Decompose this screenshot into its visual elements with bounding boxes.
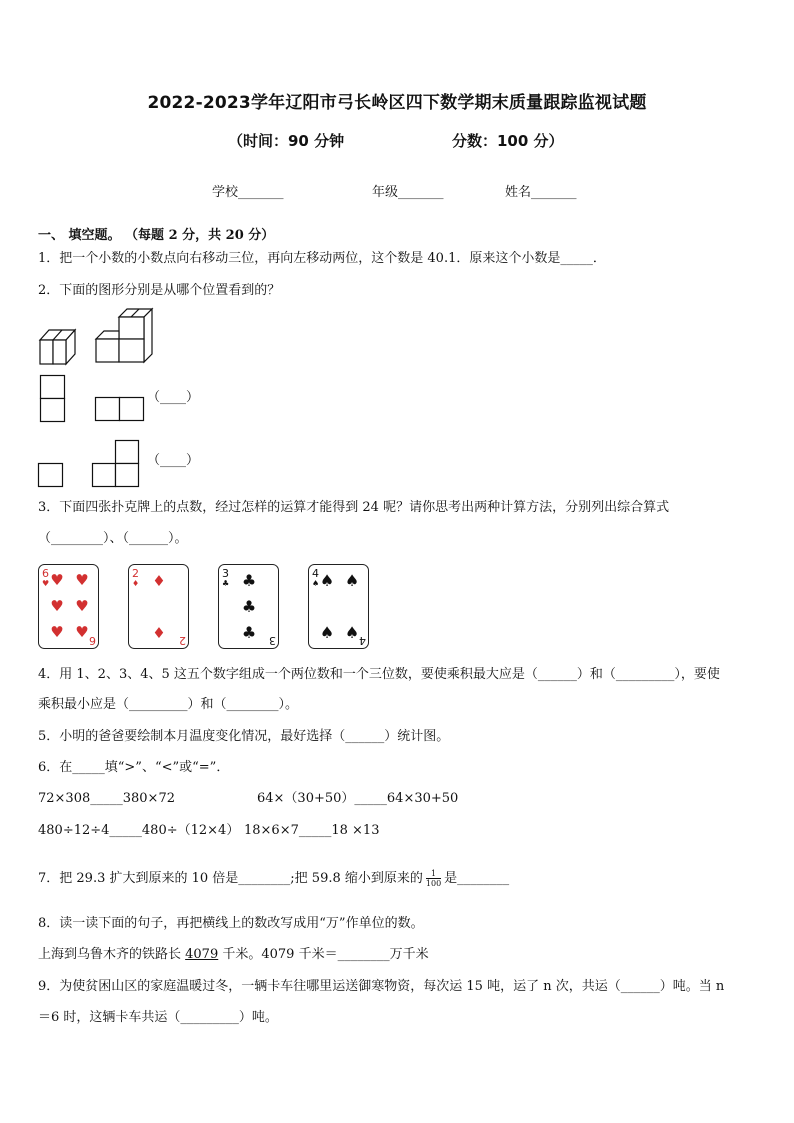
question-8-sentence [38,946,429,964]
card-1-corner-suit: ♥ [42,579,50,588]
question-9: 9．为使贫困山区的家庭温暖过冬，一辆卡车往哪里运送御寒物资，每次运 15 吨，运了 n 次，共运（______）吨。当 n [38,979,725,994]
heart-pip: ♥ [50,571,64,589]
question-9-line-2: ＝6 时，这辆卡车共运（_________）吨。 [38,1010,278,1025]
view-two-squares-row [95,397,145,423]
diamond-pip: ♦ [152,624,166,642]
playing-card-2-diamonds [128,564,190,650]
question-2-blank-2[interactable]: （____） [147,453,200,468]
page-title: 2022-2023学年辽阳市弓长岭区四下数学期末质量跟踪监视试题 [147,93,647,113]
heart-pip: ♥ [75,597,89,615]
question-4-line-2: 乘积最小应是（_________）和（________）。 [38,697,299,712]
question-2: 2．下面的图形分别是从哪个位置看到的？ [38,283,281,298]
question-6: 6．在_____填“>”、“<”或“=”． [38,760,230,775]
fraction-numerator: 1 [426,869,441,879]
club-pip: ♣ [241,571,257,590]
heart-pip: ♥ [75,571,89,589]
view-tall-two-squares [40,375,66,423]
grade-field: 年级_______ [372,185,444,200]
exam-score: 分数：100 分） [452,132,564,150]
card-1-rank: 6 [42,567,49,580]
question-7-part-b: 是________ [444,871,510,886]
fraction-one-hundredth [426,869,441,888]
question-8-text-b: 千米。4079 千米＝________万千米 [218,947,429,962]
card-3-corner-suit: ♣ [222,579,230,588]
playing-card-6-hearts [38,564,100,650]
section-title: 一、 填空题。 （每题 2 分，共 20 分） [38,228,275,243]
view-single-square [38,463,64,488]
heart-pip: ♥ [50,597,64,615]
card-4-rank-bottom: 4 [359,634,366,647]
card-4-rank: 4 [312,567,319,580]
question-6-item-d[interactable]: 18×6×7_____18 ×13 [244,823,380,838]
heart-pip: ♥ [50,623,64,641]
question-3: 3．下面四张扑克牌上的点数，经过怎样的运算才能得到 24 呢？请你思考出两种计算方法，分别列出综合算式 [38,500,670,515]
question-5: 5．小明的爸爸要绘制本月温度变化情况，最好选择（______）统计图。 [38,729,450,744]
playing-card-4-spades [308,564,370,650]
question-6-item-c[interactable]: 480÷12÷4_____480÷（12×4） [38,823,240,838]
question-6-item-b[interactable]: 64×（30+50）_____64×30+50 [257,791,459,806]
underlined-number: 4079 [185,947,219,962]
diamond-pip: ♦ [152,572,166,590]
playing-card-3-clubs [218,564,280,650]
card-2-corner-suit: ♦ [132,579,140,588]
spade-pip: ♠ [344,571,360,590]
question-7-part-a: 7．把 29.3 扩大到原来的 10 倍是________;把 59.8 缩小到原来的 [38,871,423,886]
view-l-shape [92,440,140,488]
spade-pip: ♠ [319,623,335,642]
question-7 [38,869,509,888]
name-field: 姓名_______ [505,185,577,200]
club-pip: ♣ [241,597,257,616]
card-2-rank-bottom: 2 [179,634,186,647]
card-4-corner-suit: ♠ [312,579,320,588]
question-2-blank-1[interactable]: （____） [147,390,200,405]
exam-time: （时间：90 分钟 [228,132,345,150]
spade-pip: ♠ [344,623,360,642]
club-pip: ♣ [241,623,257,642]
card-1-rank-bottom: 6 [89,634,96,647]
card-2-rank: 2 [132,567,139,580]
spade-pip: ♠ [319,571,335,590]
fraction-denominator: 100 [425,879,442,888]
question-6-item-a[interactable]: 72×308_____380×72 [38,791,175,806]
heart-pip: ♥ [75,623,89,641]
question-4: 4．用 1、2、3、4、5 这五个数字组成一个两位数和一个三位数，要使乘积最大应是（______）和（_________），要使 [38,667,720,682]
card-3-rank: 3 [222,567,229,580]
question-1: 1．把一个小数的小数点向右移动三位，再向左移动两位，这个数是 40.1．原来这个小数是_____． [38,251,606,266]
card-3-rank-bottom: 3 [269,634,276,647]
question-8-text-a: 上海到乌鲁木齐的铁路长 [38,947,186,962]
school-field: 学校_______ [212,185,284,200]
question-3-answers[interactable]: （________）、（______）。 [38,531,188,546]
cube-figure-3d-right [96,308,156,366]
question-8: 8．读一读下面的句子，再把横线上的数改写成用“万”作单位的数。 [38,916,424,931]
cube-figure-3d-left [40,324,85,366]
